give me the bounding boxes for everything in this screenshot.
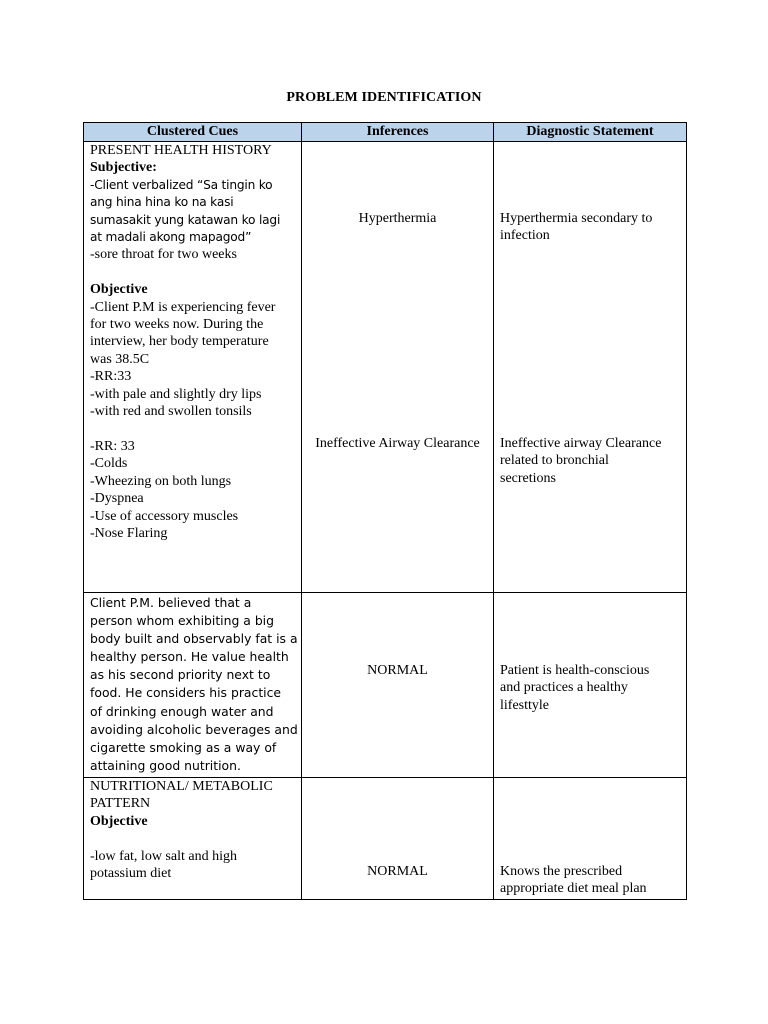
subjective-line: -Client verbalized “Sa tingin ko (90, 177, 273, 192)
table-row (84, 593, 687, 778)
diagnosis-line: and practices a healthy (500, 680, 628, 696)
diagnosis-cell-2 (494, 593, 687, 778)
objective-label: Objective (90, 813, 148, 829)
objective-label: Objective (90, 282, 148, 298)
problem-identification-table (83, 122, 687, 900)
diet-cue-line: potassium diet (90, 866, 172, 882)
objective-line: for two weeks now. During the (90, 317, 264, 333)
objective-line: -Client P.M is experiencing fever (90, 299, 276, 315)
cues-cell-nutritional-pattern (84, 778, 302, 900)
inferences-cell-2 (302, 593, 494, 778)
cue-line: body built and observably fat is a (90, 631, 298, 647)
cue-line: healthy person. He value health (90, 649, 289, 665)
diagnosis-airway-clearance (500, 435, 680, 487)
cues-cell-health-perception (84, 593, 302, 778)
inferences-cell-3 (302, 778, 494, 900)
cues-cell-present-health-history (84, 142, 302, 593)
section-heading: PRESENT HEALTH HISTORY (90, 143, 272, 158)
section-heading-line: NUTRITIONAL/ METABOLIC (90, 779, 273, 794)
sore-throat-cue: -sore throat for two weeks (90, 247, 237, 263)
cue-line: Client P.M. believed that a (90, 595, 252, 610)
airway-cue-line: -Nose Flaring (90, 525, 168, 541)
airway-cue-line: -Dyspnea (90, 491, 144, 507)
diagnosis-line: lifesttyle (500, 697, 549, 713)
diagnosis-line: related to bronchial (500, 453, 609, 469)
subjective-label: Subjective: (90, 160, 157, 176)
airway-cue-line: -RR: 33 (90, 438, 135, 454)
objective-line: was 38.5C (90, 351, 150, 367)
subjective-line: sumasakit yung katawan ko lagi (90, 212, 281, 227)
column-header-inferences: Inferences (302, 123, 494, 142)
diagnosis-cell-3 (494, 778, 687, 900)
airway-cue-line: -Colds (90, 456, 128, 472)
diagnosis-line: Patient is health-conscious (500, 663, 650, 678)
inference-hyperthermia: Hyperthermia (358, 211, 437, 226)
diagnosis-line: secretions (500, 470, 556, 486)
subjective-line: at madali akong mapagod” (90, 230, 252, 245)
column-header-diagnostic-statement: Diagnostic Statement (494, 123, 687, 142)
diagnosis-line: Hyperthermia secondary to (500, 211, 653, 226)
cue-line: food. He considers his practice (90, 685, 282, 701)
diagnosis-line: infection (500, 228, 550, 244)
cue-line: cigarette smoking as a way of (90, 739, 277, 755)
diagnosis-diet-plan (500, 863, 680, 898)
inference-normal: NORMAL (367, 864, 428, 879)
inferences-cell-1 (302, 142, 494, 593)
table-row (84, 778, 687, 900)
inference-airway-clearance: Ineffective Airway Clearance (315, 436, 480, 451)
page-title: PROBLEM IDENTIFICATION (286, 90, 482, 105)
diagnosis-hyperthermia (500, 210, 680, 245)
objective-line: -with red and swollen tonsils (90, 404, 252, 420)
objective-line: interview, her body temperature (90, 334, 269, 350)
airway-cue-line: -Wheezing on both lungs (90, 473, 232, 489)
column-header-clustered-cues: Clustered Cues (84, 123, 302, 142)
objective-line: -with pale and slightly dry lips (90, 386, 262, 402)
airway-cue-line: -Use of accessory muscles (90, 508, 239, 524)
cue-line: as his second priority next to (90, 667, 271, 683)
diagnosis-line: appropriate diet meal plan (500, 881, 647, 897)
objective-line: -RR:33 (90, 369, 132, 385)
cue-line: of drinking enough water and (90, 703, 274, 719)
diagnosis-line: Knows the prescribed (500, 864, 623, 879)
diagnosis-cell-1 (494, 142, 687, 593)
section-heading-line: PATTERN (90, 796, 151, 812)
diet-cue-line: -low fat, low salt and high (90, 848, 237, 864)
diagnosis-health-conscious (500, 662, 680, 714)
subjective-line: ang hina hina ko na kasi (90, 195, 234, 210)
table-header-row (84, 123, 687, 142)
cue-line: person whom exhibiting a big (90, 613, 274, 629)
table-row (84, 142, 687, 593)
diagnosis-line: Ineffective airway Clearance (500, 436, 662, 451)
cue-line: avoiding alcoholic beverages and (90, 721, 298, 737)
cue-line: attaining good nutrition. (90, 757, 241, 773)
inference-normal: NORMAL (367, 663, 428, 678)
